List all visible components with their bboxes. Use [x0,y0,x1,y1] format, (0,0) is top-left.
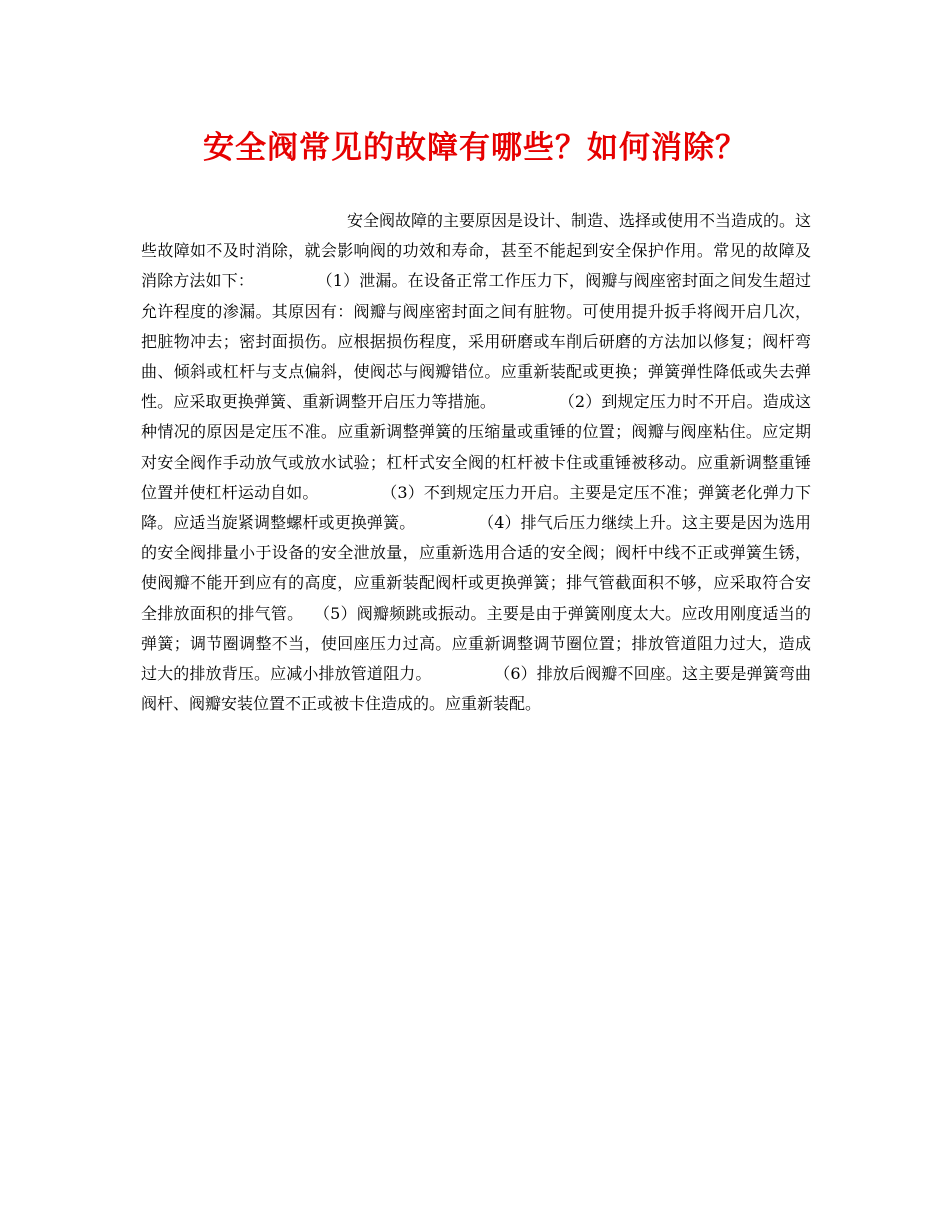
segment-gap [432,664,495,683]
body-item-3: （3）不到规定压力开启。主要是定压不准；弹簧老化弹力下降。应适当旋紧调整螺杆或更换弹簧。 [141,482,812,533]
body-item-2: （2）到规定压力时不开启。造成这种情况的原因是定压不准。应重新调整弹簧的压缩量或重锤的位置；阀瓣与阀座粘住。应定期对安全阀作手动放气或放水试验；杠杆式安全阀的杠杆被卡住或重锤被移动。应重新调整重锤位置并使杠杆运动自如。 [141,392,812,502]
body-item-5: （5）阀瓣频跳或振动。主要是由于弹簧刚度太大。应改用刚度适当的弹簧；调节圈调整不当，使回座压力过高。应重新调整调节圈位置；排放管道阻力过大，造成过大的排放背压。应减小排放管道阻力。 [141,603,811,684]
body-item-1: （1）泄漏。在设备正常工作压力下，阀瓣与阀座密封面之间发生超过允许程度的渗漏。其原因有：阀瓣与阀座密封面之间有脏物。可使用提升扳手将阀开启几次，把脏物冲去；密封面损伤。应根据损伤程度，采用研磨或车削后研磨的方法加以修复；阀杆弯曲、倾斜或杠杆与支点偏斜，使阀芯与阀瓣错位。应重新装配或更换；弹簧弹性降低或失去弹性。应采取更换弹簧、重新调整开启压力等措施。 [141,271,811,412]
body-item-6: （6）排放后阀瓣不回座。这主要是弹簧弯曲阀杆、阀瓣安装位置不正或被卡住造成的。应重新装配。 [141,664,812,714]
segment-gap [496,392,559,411]
segment-gap [415,513,478,532]
document-title: 安全阀常见的故障有哪些？如何消除？ [203,130,747,166]
segment-gap [319,483,382,502]
document-body [141,206,811,719]
segment-gap [254,271,317,290]
body-intro: 安全阀故障的主要原因是设计、制造、选择或使用不当造成的。这些故障如不及时消除，就会影响阀的功效和寿命，甚至不能起到安全保护作用。常见的故障及消除方法如下： [141,211,812,291]
segment-gap [303,604,314,623]
body-item-4: （4）排气后压力继续上升。这主要是因为选用的安全阀排量小于设备的安全泄放量，应重新选用合适的安全阀；阀杆中线不正或弹簧生锈，使阀瓣不能开到应有的高度，应重新装配阀杆或更换弹簧；排气管截面积不够，应采取符合安全排放面积的排气管。 [141,513,812,623]
